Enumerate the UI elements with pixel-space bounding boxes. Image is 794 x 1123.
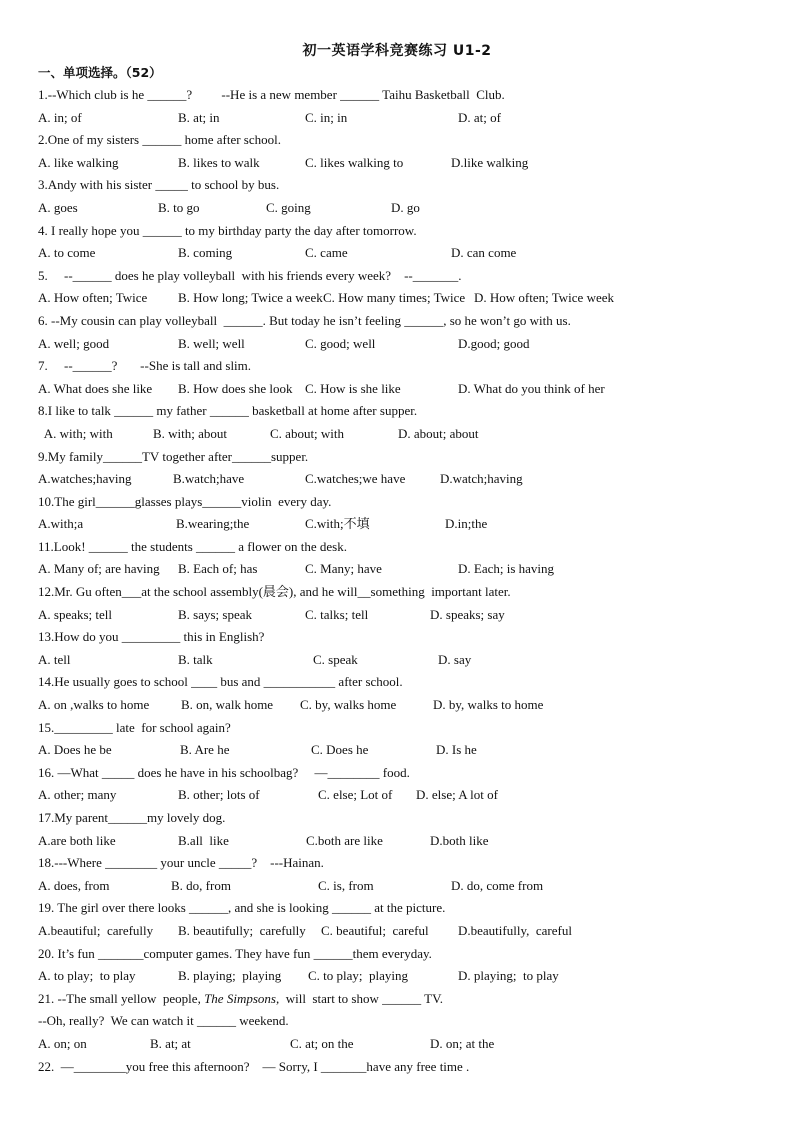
question-stem: 22. —________you free this afternoon? — Sorry, I _______have any free time .	[38, 1058, 470, 1074]
answer-options	[38, 604, 768, 627]
answer-option-d[interactable]: D. at; of	[458, 109, 501, 125]
answer-option-c[interactable]: C. beautiful; careful	[321, 922, 429, 938]
answer-option-b[interactable]: B. Are he	[180, 742, 230, 758]
answer-option-b[interactable]: B. at; at	[150, 1035, 191, 1051]
answer-option-d[interactable]: D. go	[391, 199, 420, 215]
answer-option-c[interactable]: C. in; in	[305, 109, 348, 125]
answer-option-c[interactable]: C. Does he	[311, 742, 369, 758]
answer-options	[38, 1033, 768, 1056]
answer-option-d[interactable]: D.both like	[430, 832, 489, 848]
answer-option-b[interactable]: B.all like	[178, 832, 229, 848]
answer-option-d[interactable]: D.beautifully, careful	[458, 922, 572, 938]
answer-option-c[interactable]: C. else; Lot of	[318, 787, 393, 803]
question-stem: 18.---Where ________ your uncle _____? ---Hainan.	[38, 855, 324, 871]
answer-option-a[interactable]: A. speaks; tell	[38, 606, 113, 622]
answer-option-b[interactable]: B. to go	[158, 199, 200, 215]
answer-option-a[interactable]: A. with; with	[38, 425, 113, 441]
answer-option-b[interactable]: B. Each of; has	[178, 561, 258, 577]
question-stem: 17.My parent______my lovely dog.	[38, 810, 226, 825]
answer-options	[38, 378, 768, 401]
answer-option-a[interactable]: A. to play; to play	[38, 968, 136, 984]
answer-option-d[interactable]: D. playing; to play	[458, 968, 559, 984]
question-stem-continued: --Oh, really? We can watch it ______ weekend.	[38, 1013, 289, 1029]
answer-options	[38, 107, 768, 130]
question-stem: 6. --My cousin can play volleyball ______. But today he isn’t feeling ______, so he won’t go with us.	[38, 312, 571, 328]
answer-option-a[interactable]: A.with;a	[38, 516, 84, 532]
answer-options	[38, 694, 768, 717]
question-stem: 8.I like to talk ______ my father ______ basketball at home after supper.	[38, 403, 418, 419]
answer-option-a[interactable]: A. does, from	[38, 877, 110, 893]
question-stem: 11.Look! ______ the students ______ a flower on the desk.	[38, 538, 347, 554]
answer-options	[38, 333, 768, 356]
question-stem: 15._________ late for school again?	[38, 719, 231, 735]
answer-option-c[interactable]: C. came	[305, 245, 348, 261]
answer-option-a[interactable]: A. other; many	[38, 787, 117, 803]
answer-option-b[interactable]: B. beautifully; carefully	[178, 922, 306, 938]
answer-option-b[interactable]: B. on, walk home	[181, 697, 274, 713]
answer-option-a[interactable]: A.watches;having	[38, 471, 132, 487]
answer-options	[38, 830, 768, 853]
question-stem: 16. —What _____ does he have in his schoolbag? —________ food.	[38, 764, 410, 780]
answer-option-b[interactable]: B.watch;have	[173, 471, 245, 487]
answer-option-d[interactable]: D.in;the	[445, 516, 488, 532]
answer-option-a[interactable]: A. like walking	[38, 154, 119, 170]
answer-option-a[interactable]: A. tell	[38, 651, 71, 667]
answer-option-b[interactable]: B. well; well	[178, 335, 245, 351]
answer-option-a[interactable]: A. in; of	[38, 109, 82, 125]
answer-option-a[interactable]: A.beautiful; carefully	[38, 922, 154, 938]
answer-options	[38, 287, 768, 310]
answer-options	[38, 739, 768, 762]
answer-option-b[interactable]: B. talk	[178, 651, 213, 667]
answer-option-c[interactable]: C. to play; playing	[308, 968, 409, 984]
answer-options	[38, 875, 768, 898]
answer-option-d[interactable]: D. What do you think of her	[458, 380, 605, 396]
answer-option-d[interactable]: D. Each; is having	[458, 561, 555, 577]
answer-option-c[interactable]: C.with;不填	[305, 516, 370, 532]
answer-option-b[interactable]: B. How long; Twice a week	[178, 290, 323, 306]
answer-option-b[interactable]: B. How does she look	[178, 380, 293, 396]
answer-option-c[interactable]: C. How many times; Twice	[323, 290, 466, 306]
answer-option-a[interactable]: A. Does he be	[38, 742, 112, 758]
question-stem: 1.--Which club is he ______? --He is a new member ______ Taihu Basketball Club.	[38, 87, 505, 102]
question-stem: 4. I really hope you ______ to my birthday party the day after tomorrow.	[38, 222, 417, 238]
answer-options	[38, 649, 768, 672]
answer-option-c[interactable]: C. is, from	[318, 877, 374, 893]
answer-option-d[interactable]: D. Is he	[436, 742, 477, 758]
answer-options	[38, 423, 768, 446]
answer-option-d[interactable]: D. say	[438, 651, 472, 667]
answer-option-c[interactable]: C. likes walking to	[305, 154, 404, 170]
answer-option-d[interactable]: D. on; at the	[430, 1035, 495, 1051]
question-list	[38, 84, 768, 1078]
answer-option-c[interactable]: C. speak	[313, 651, 358, 667]
answer-option-a[interactable]: A. goes	[38, 199, 78, 215]
answer-option-b[interactable]: B. coming	[178, 245, 233, 261]
answer-option-c[interactable]: C. How is she like	[305, 380, 401, 396]
answer-option-a[interactable]: A. How often; Twice	[38, 290, 148, 306]
question-stem: 5. --______ does he play volleyball with his friends every week? --_______.	[38, 267, 462, 283]
answer-option-c[interactable]: C. talks; tell	[305, 606, 369, 622]
answer-option-c[interactable]: C. Many; have	[305, 561, 382, 577]
answer-option-b[interactable]: B. with; about	[153, 425, 228, 441]
answer-option-a[interactable]: A. Many of; are having	[38, 561, 160, 577]
answer-option-d[interactable]: D. How often; Twice week	[474, 290, 615, 306]
question-stem: 21. --The small yellow people, The Simpsons, will start to show ______ TV.	[38, 990, 444, 1006]
answer-option-b[interactable]: B.wearing;the	[176, 516, 250, 532]
answer-option-c[interactable]: C. by, walks home	[300, 697, 397, 713]
answer-option-d[interactable]: D. speaks; say	[430, 606, 505, 622]
answer-options	[38, 965, 768, 988]
answer-option-d[interactable]: D. can come	[451, 245, 517, 261]
answer-option-a[interactable]: A.are both like	[38, 832, 116, 848]
section-heading: 一、单项选择。（52）	[38, 65, 162, 80]
answer-option-c[interactable]: C. going	[266, 199, 311, 215]
question-stem: 7. --______? --She is tall and slim.	[38, 358, 252, 374]
answer-option-c[interactable]: C.watches;we have	[305, 471, 406, 487]
answer-option-c[interactable]: C. about; with	[270, 425, 345, 441]
question-stem: 3.Andy with his sister _____ to school by bus.	[38, 177, 280, 193]
answer-option-a[interactable]: A. well; good	[38, 335, 110, 351]
question-stem: 14.He usually goes to school ____ bus and ___________ after school.	[38, 674, 403, 690]
answer-options	[38, 513, 768, 536]
question-stem: 19. The girl over there looks ______, and she is looking ______ at the picture.	[38, 900, 446, 916]
question-stem: 10.The girl______glasses plays______violin every day.	[38, 493, 332, 509]
answer-options	[38, 152, 768, 175]
answer-options	[38, 558, 768, 581]
answer-option-d[interactable]: D. do, come from	[451, 877, 544, 893]
answer-option-a[interactable]: A. What does she like	[38, 380, 153, 396]
answer-options	[38, 784, 768, 807]
answer-options	[38, 242, 768, 265]
answer-option-b[interactable]: B. other; lots of	[178, 787, 260, 803]
answer-option-c[interactable]: C. good; well	[305, 335, 376, 351]
answer-options	[38, 920, 768, 943]
answer-option-b[interactable]: B. says; speak	[178, 606, 253, 622]
answer-option-b[interactable]: B. do, from	[171, 877, 231, 893]
answer-option-a[interactable]: A. on; on	[38, 1035, 87, 1051]
answer-option-b[interactable]: B. at; in	[178, 109, 220, 125]
page-title: 初一英语学科竞赛练习 U1-2	[302, 43, 492, 59]
answer-option-d[interactable]: D.like walking	[451, 154, 529, 170]
answer-options	[38, 468, 768, 491]
answer-options	[38, 197, 768, 220]
answer-option-c[interactable]: C.both are like	[306, 832, 383, 848]
question-stem: 20. It’s fun _______computer games. They have fun ______them everyday.	[38, 945, 432, 961]
answer-option-d[interactable]: D.good; good	[458, 335, 530, 351]
answer-option-b[interactable]: B. likes to walk	[178, 154, 260, 170]
question-stem: 9.My family______TV together after______supper.	[38, 448, 309, 464]
question-stem: 13.How do you _________ this in English?	[38, 629, 265, 645]
answer-option-b[interactable]: B. playing; playing	[178, 968, 282, 984]
answer-option-d[interactable]: D.watch;having	[440, 471, 523, 487]
answer-option-d[interactable]: D. else; A lot of	[416, 787, 498, 803]
answer-option-c[interactable]: C. at; on the	[290, 1035, 354, 1051]
answer-option-d[interactable]: D. by, walks to home	[433, 697, 544, 713]
question-stem: 2.One of my sisters ______ home after school.	[38, 132, 281, 148]
question-stem: 12.Mr. Gu often___at the school assembly(晨会), and he will__something important later.	[38, 584, 511, 600]
answer-option-a[interactable]: A. to come	[38, 245, 96, 261]
answer-option-a[interactable]: A. on ,walks to home	[38, 697, 150, 713]
answer-option-d[interactable]: D. about; about	[398, 425, 479, 441]
